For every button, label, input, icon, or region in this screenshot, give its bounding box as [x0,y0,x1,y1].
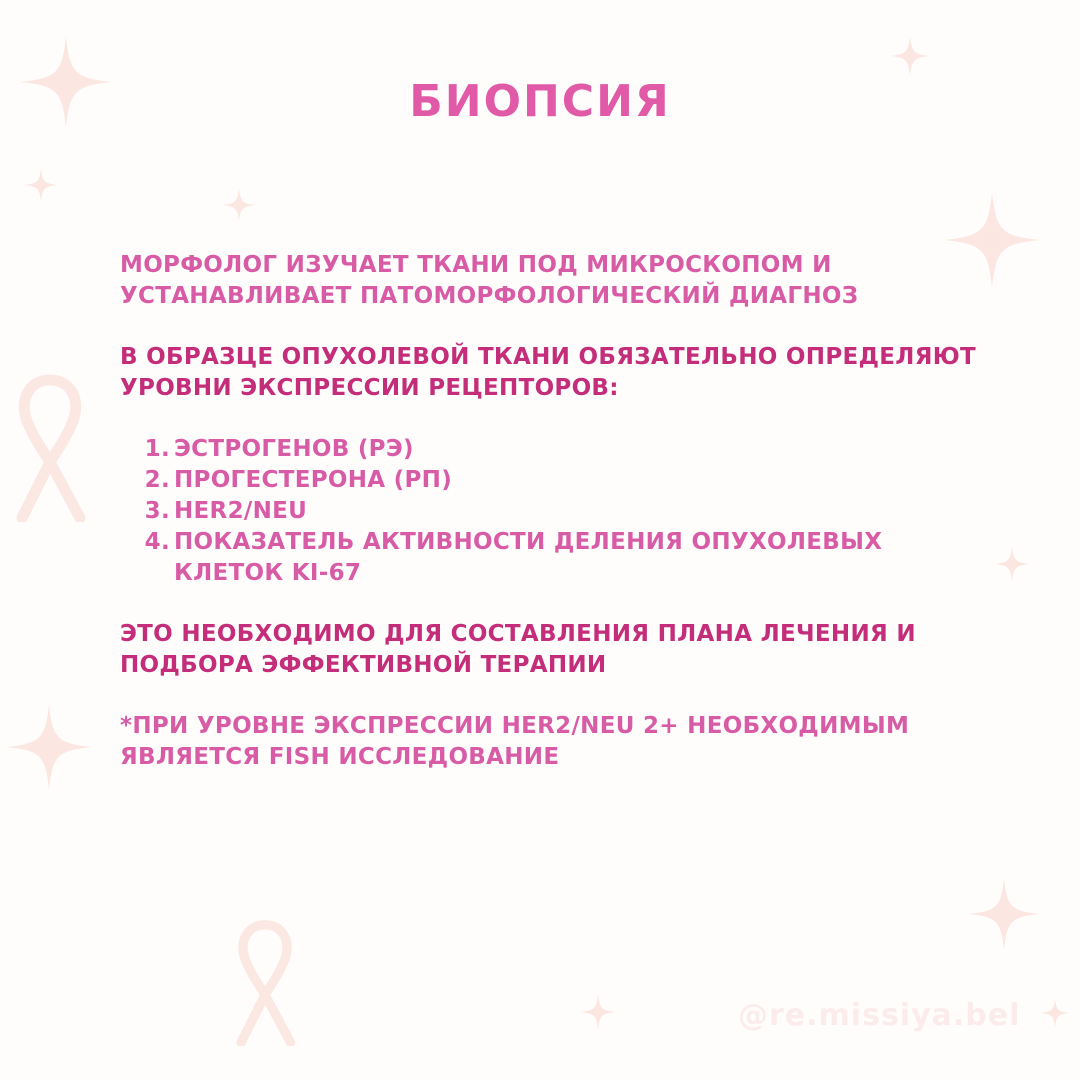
ribbon-icon [222,918,308,1046]
list-item-number: 4. [144,529,170,555]
list-item [120,465,980,496]
content-body [120,250,980,803]
receptor-list [120,434,980,589]
list-item-text: ЭСТРОГЕНОВ (РЭ) [174,436,414,462]
sparkle-icon [222,188,256,222]
list-item-number: 1. [144,436,170,462]
sparkle-icon [968,878,1040,950]
sparkle-icon [1040,998,1070,1028]
ribbon-icon [0,372,100,522]
receptors-lead-paragraph: В ОБРАЗЦЕ ОПУХОЛЕВОЙ ТКАНИ ОБЯЗАТЕЛЬНО ОПРЕДЕЛЯЮТ УРОВНИ ЭКСПРЕССИИ РЕЦЕПТОРОВ: [120,344,976,401]
list-item [120,527,980,589]
list-item [120,434,980,465]
footnote-paragraph: *ПРИ УРОВНЕ ЭКСПРЕССИИ HER2/NEU 2+ НЕОБХОДИМЫМ ЯВЛЯЕТСЯ FISH ИССЛЕДОВАНИЕ [120,713,910,770]
sparkle-icon [890,36,930,76]
list-item-number: 2. [144,467,170,493]
list-item-text: ПОКАЗАТЕЛЬ АКТИВНОСТИ ДЕЛЕНИЯ ОПУХОЛЕВЫХ КЛЕТОК KI-67 [174,529,883,586]
page-title: БИОПСИЯ [409,76,671,127]
intro-paragraph: МОРФОЛОГ ИЗУЧАЕТ ТКАНИ ПОД МИКРОСКОПОМ И УСТАНАВЛИВАЕТ ПАТОМОРФОЛОГИЧЕСКИЙ ДИАГНОЗ [120,252,859,309]
list-item-number: 3. [144,498,170,524]
sparkle-icon [580,994,616,1030]
account-handle: @re.missiya.bel [738,998,1021,1033]
purpose-paragraph: ЭТО НЕОБХОДИМО ДЛЯ СОСТАВЛЕНИЯ ПЛАНА ЛЕЧЕНИЯ И ПОДБОРА ЭФФЕКТИВНОЙ ТЕРАПИИ [120,621,916,678]
sparkle-icon [6,704,92,790]
list-item [120,496,980,527]
list-item-text: ПРОГЕСТЕРОНА (РП) [174,467,453,493]
sparkle-icon [994,546,1030,582]
sparkle-icon [24,168,58,202]
list-item-text: HER2/NEU [174,498,308,524]
